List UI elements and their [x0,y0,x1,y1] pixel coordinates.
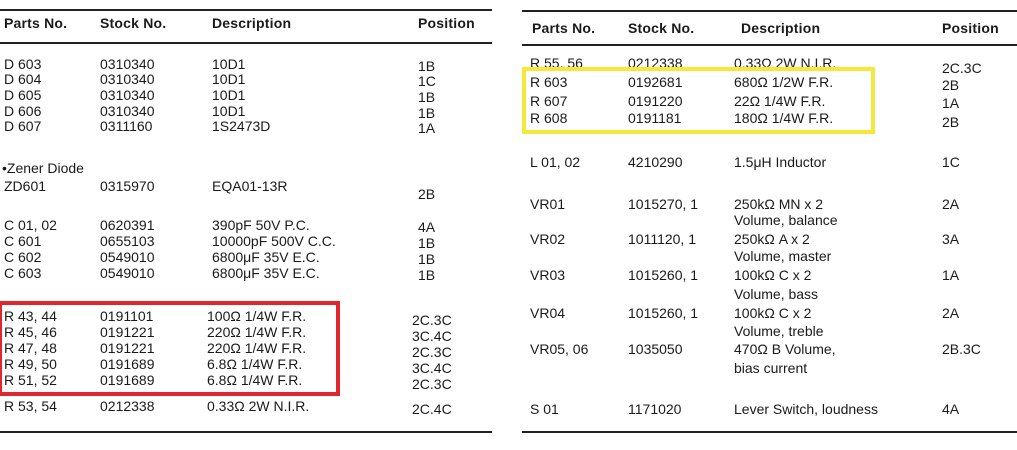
stock-no: 0655103 [100,233,155,249]
stock-no: 0191689 [100,372,155,388]
position: 2C.3C [412,376,452,392]
stock-no: 0191181 [628,110,682,126]
position: 1C [942,154,960,170]
parts-no: C 603 [4,265,42,281]
parts-no: D 603 [4,56,42,72]
description: 100kΩ C x 2 [734,267,812,283]
parts-no: VR05, 06 [530,341,589,357]
position: 1B [418,235,436,251]
parts-no: R 607 [530,93,568,109]
stock-no: 4210290 [628,154,683,170]
bottom-rule [0,431,492,433]
header-rule [0,42,492,44]
parts-no: L 01, 02 [530,154,581,170]
description: 100kΩ C x 2 [734,305,812,321]
description: Lever Switch, loudness [734,401,878,417]
stock-no: 0310340 [100,87,155,103]
col-header-parts: Parts No. [4,15,68,31]
top-rule [522,10,1017,12]
description: 6.8Ω 1/4W F.R. [207,372,303,388]
stock-no: 0212338 [628,55,683,71]
parts-no: S 01 [530,401,559,417]
description: 100Ω 1/4W F.R. [207,308,307,324]
description: 10D1 [212,87,246,103]
position: 3A [942,231,960,247]
parts-no: R 47, 48 [4,340,57,356]
position: 1B [418,105,436,121]
yellow-highlight-box [522,67,875,134]
stock-no: 0191101 [100,308,154,324]
stock-no: 0620391 [100,217,155,233]
description: 250kΩ MN x 2 [734,196,824,212]
description: 680Ω 1/2W F.R. [734,74,834,90]
description: 10000pF 500V C.C. [212,233,336,249]
position: 1B [418,89,436,105]
stock-no: 0191221 [100,340,155,356]
description-line-2: Volume, treble [734,323,824,339]
description-line-2: Volume, balance [734,212,838,228]
position: 2A [942,305,960,321]
parts-no: C 601 [4,233,42,249]
left-parts-table [0,0,492,450]
description: 180Ω 1/4W F.R. [734,110,834,126]
stock-no: 1171020 [628,401,682,417]
parts-no: R 55, 56 [530,55,583,71]
description-line-2: Volume, bass [734,286,819,302]
position: 3C.4C [412,360,452,376]
stock-no: 0549010 [100,249,155,265]
stock-no: 1035050 [628,341,683,357]
description: 6800μF 35V E.C. [212,265,320,281]
header-rule [522,44,1017,46]
parts-no: R 43, 44 [4,308,57,324]
description: 390pF 50V P.C. [212,217,310,233]
position: 2B [942,77,960,93]
description: 6800μF 35V E.C. [212,249,320,265]
parts-no: D 604 [4,71,42,87]
col-header-description: Description [212,15,292,31]
position: 4A [418,219,436,235]
parts-no: D 606 [4,103,42,119]
position: 1A [942,95,960,111]
col-header-position: Position [418,15,475,31]
description-line-2: bias current [734,360,808,376]
stock-no: 0315970 [100,178,155,194]
description: 10D1 [212,103,246,119]
position: 2A [942,196,960,212]
parts-no: R 49, 50 [4,356,57,372]
description: 470Ω B Volume, [734,341,836,357]
position: 2B.3C [942,341,981,357]
position: 1B [418,58,436,74]
parts-no: R 603 [530,74,568,90]
description: 0.33Ω 2W N.I.R. [734,55,837,71]
position: 1A [942,267,960,283]
bottom-rule [522,431,1017,433]
stock-no: 0191221 [100,324,155,340]
parts-no: VR02 [530,231,566,247]
stock-no: 1011120, 1 [628,231,696,247]
position: 2B [418,186,436,202]
parts-no: C 01, 02 [4,217,57,233]
stock-no: 0549010 [100,265,155,281]
parts-no: R 51, 52 [4,372,57,388]
parts-no: D 605 [4,87,42,103]
stock-no: 0191689 [100,356,155,372]
position: 1B [418,251,436,267]
description: 220Ω 1/4W F.R. [207,324,307,340]
col-header-stock: Stock No. [100,15,167,31]
position: 4A [942,401,960,417]
position: 2B [942,114,960,130]
position: 1B [418,267,436,283]
parts-no: R 45, 46 [4,324,57,340]
stock-no: 0311160 [100,118,153,134]
description: 6.8Ω 1/4W F.R. [207,356,303,372]
top-rule [0,9,492,11]
parts-no: VR04 [530,305,566,321]
description: 1S2473D [212,118,271,134]
stock-no: 0310340 [100,71,155,87]
position: 2C.4C [412,401,452,417]
stock-no: 1015260, 1 [628,267,699,283]
description: EQA01-13R [212,178,288,194]
stock-no: 1015270, 1 [628,196,699,212]
section-heading: •Zener Diode [2,160,84,176]
position: 2C.3C [412,344,452,360]
description: 1.5μH Inductor [734,154,827,170]
right-parts-table [522,0,1017,450]
col-header-description: Description [741,20,821,36]
parts-no: R 53, 54 [4,398,57,414]
stock-no: 0310340 [100,56,155,72]
stock-no: 0310340 [100,103,155,119]
parts-no: C 602 [4,249,42,265]
description-line-2: Volume, master [734,248,832,264]
col-header-position: Position [942,20,999,36]
position: 1A [418,120,436,136]
description: 10D1 [212,56,246,72]
position: 1C [418,73,436,89]
stock-no: 0191220 [628,93,683,109]
position: 2C.3C [942,60,982,76]
stock-no: 0212338 [100,398,155,414]
col-header-stock: Stock No. [628,20,695,36]
stock-no: 0192681 [628,74,683,90]
description: 10D1 [212,71,246,87]
description: 22Ω 1/4W F.R. [734,93,826,109]
parts-no: VR03 [530,267,566,283]
description: 220Ω 1/4W F.R. [207,340,307,356]
parts-no: ZD601 [4,178,47,194]
position: 2C.3C [412,312,452,328]
parts-no: D 607 [4,118,42,134]
description: 0.33Ω 2W N.I.R. [207,398,310,414]
description: 250kΩ A x 2 [734,231,810,247]
col-header-parts: Parts No. [532,20,596,36]
parts-no: VR01 [530,196,566,212]
red-highlight-box [0,301,340,396]
stock-no: 1015260, 1 [628,305,699,321]
position: 3C.4C [412,328,452,344]
parts-no: R 608 [530,110,568,126]
